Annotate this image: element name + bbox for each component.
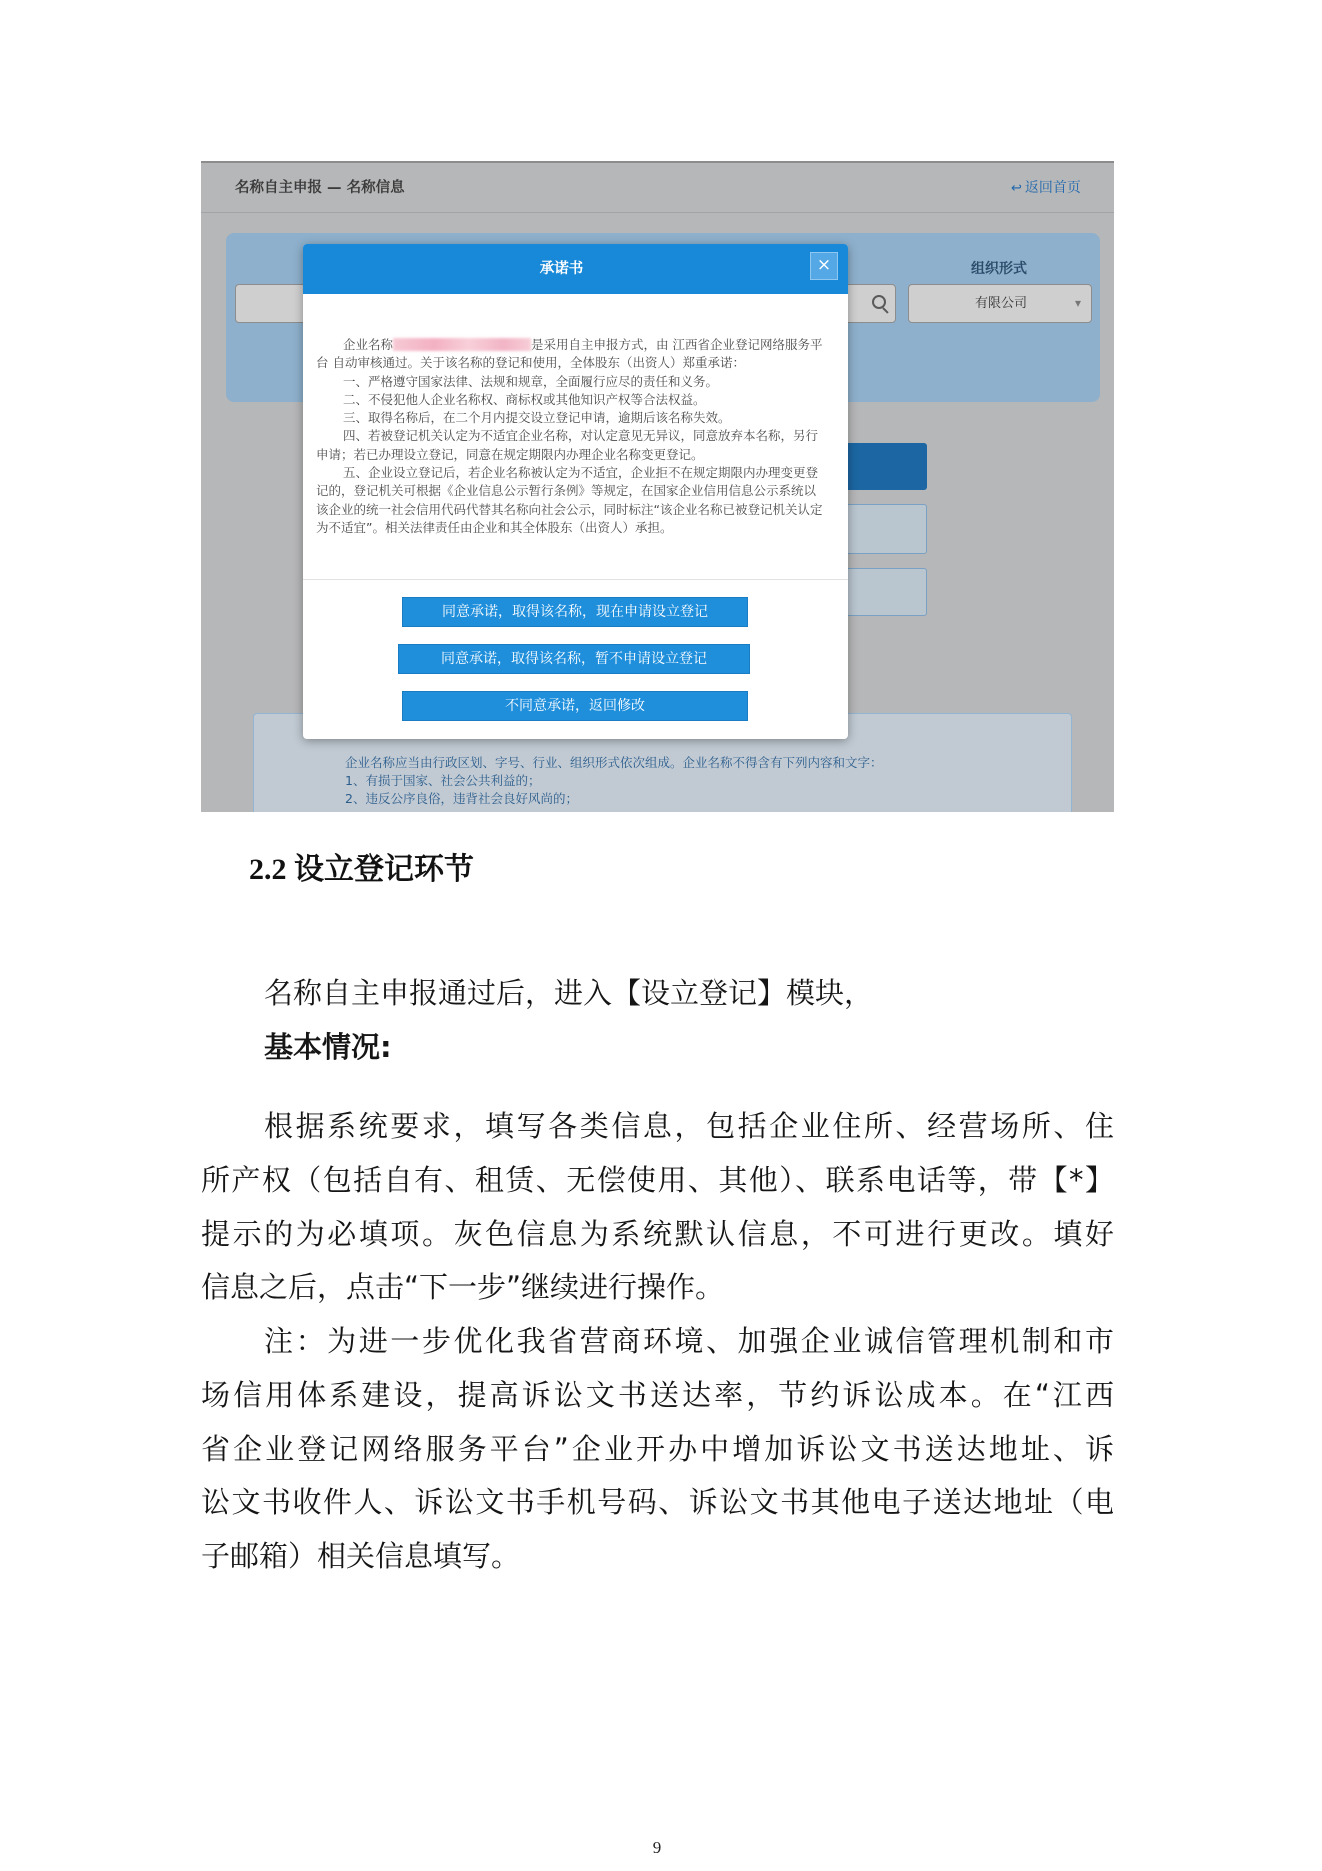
paragraph-line: 省企业登记网络服务平台”企业开办中增加诉讼文书送达地址、诉: [201, 1432, 1114, 1466]
org-form-value: 有限公司: [974, 296, 1027, 311]
commitment-line-prefix: 企业名称: [343, 337, 394, 352]
embedded-screenshot: [201, 161, 1114, 812]
modal-title: 承诺书: [539, 261, 584, 277]
paragraph-line: 根据系统要求，填写各类信息，包括企业住所、经营场所、住: [264, 1109, 1114, 1143]
back-arrow-icon: ↩: [1011, 181, 1022, 196]
commitment-line: 记的，登记机关可根据《企业信息公示暂行条例》等规定，在国家企业信用信息公示系统以: [316, 483, 817, 499]
back-home-link[interactable]: [1011, 178, 1081, 199]
back-home-label: 返回首页: [1024, 180, 1081, 196]
paragraph-line: 讼文书收件人、诉讼文书手机号码、诉讼文书其他电子送达地址（电: [201, 1485, 1114, 1519]
commitment-line: 三、取得名称后，在二个月内提交设立登记申请，逾期后该名称失效。: [343, 410, 731, 426]
notice-line: 企业名称应当由行政区划、字号、行业、组织形式依次组成。企业名称不得含有下列内容和文字：: [345, 755, 883, 770]
commitment-line: 为不适宜”。相关法律责任由企业和其全体股东（出资人）承担。: [316, 519, 673, 535]
intro-line: 名称自主申报通过后，进入【设立登记】模块，: [264, 976, 874, 1010]
page-number: 9: [652, 1838, 662, 1857]
commitment-line: 四、若被登记机关认定为不适宜企业名称，对认定意见无异议，同意放弃本名称，另行: [343, 428, 819, 444]
disagree-return-button[interactable]: 不同意承诺，返回修改: [402, 691, 748, 721]
commitment-line: 申请；若已办理设立登记，同意在规定期限内办理企业名称变更登记。: [316, 446, 704, 462]
commitment-line-suffix: 是采用自主申报方式，由 江西省企业登记网络服务平: [531, 337, 823, 352]
agree-apply-later-button[interactable]: 同意承诺，取得该名称，暂不申请设立登记: [398, 644, 750, 674]
paragraph-line: 所产权（包括自有、租赁、无偿使用、其他）、联系电话等，带【*】: [201, 1163, 1114, 1197]
paragraph-line: 信息之后，点击“下一步”继续进行操作。: [201, 1270, 725, 1304]
notice-line: 1、有损于国家、社会公共利益的；: [345, 773, 541, 788]
paragraph-line: 子邮箱）相关信息填写。: [201, 1539, 521, 1573]
notice-line: 2、违反公序良俗，违背社会良好风尚的；: [345, 791, 578, 806]
commitment-modal: [303, 244, 848, 739]
commitment-line: 二、不侵犯他人企业名称权、商标权或其他知识产权等合法权益。: [343, 391, 706, 407]
paragraph-line: 提示的为必填项。灰色信息为系统默认信息，不可进行更改。填好: [201, 1217, 1114, 1251]
header-divider: [201, 212, 1114, 213]
paragraph-line: 注：为进一步优化我省营商环境、加强企业诚信管理机制和市: [264, 1324, 1114, 1358]
basic-info-label: 基本情况:: [264, 1030, 392, 1064]
agree-apply-now-button[interactable]: 同意承诺，取得该名称，现在申请设立登记: [402, 597, 748, 627]
org-form-select[interactable]: [908, 284, 1092, 323]
commitment-text: [316, 336, 841, 537]
paragraph-line: 场信用体系建设，提高诉讼文书送达率，节约诉讼成本。在“江西: [201, 1378, 1114, 1412]
chevron-down-icon: ▾: [1074, 296, 1081, 310]
section-heading: 2.2 设立登记环节: [249, 853, 474, 886]
close-button[interactable]: ×: [810, 252, 838, 280]
search-icon-handle: [882, 307, 888, 313]
redacted-company-name: [393, 338, 531, 351]
commitment-line: 五、企业设立登记后，若企业名称被认定为不适宜，企业拒不在规定期限内办理变更登: [343, 465, 819, 481]
modal-divider: [303, 579, 848, 580]
search-icon[interactable]: [872, 295, 890, 313]
org-form-label: 组织形式: [971, 261, 1027, 277]
page-title: 名称自主申报 — 名称信息: [235, 180, 405, 196]
commitment-line: 台 自动审核通过。关于该名称的登记和使用，全体股东（出资人）郑重承诺：: [316, 355, 745, 371]
commitment-line: [316, 336, 841, 354]
commitment-line: 一、严格遵守国家法律、法规和规章，全面履行应尽的责任和义务。: [343, 373, 719, 389]
commitment-line: 该企业的统一社会信用代码代替其名称向社会公示，同时标注“该企业名称已被登记机关认定: [316, 501, 823, 517]
